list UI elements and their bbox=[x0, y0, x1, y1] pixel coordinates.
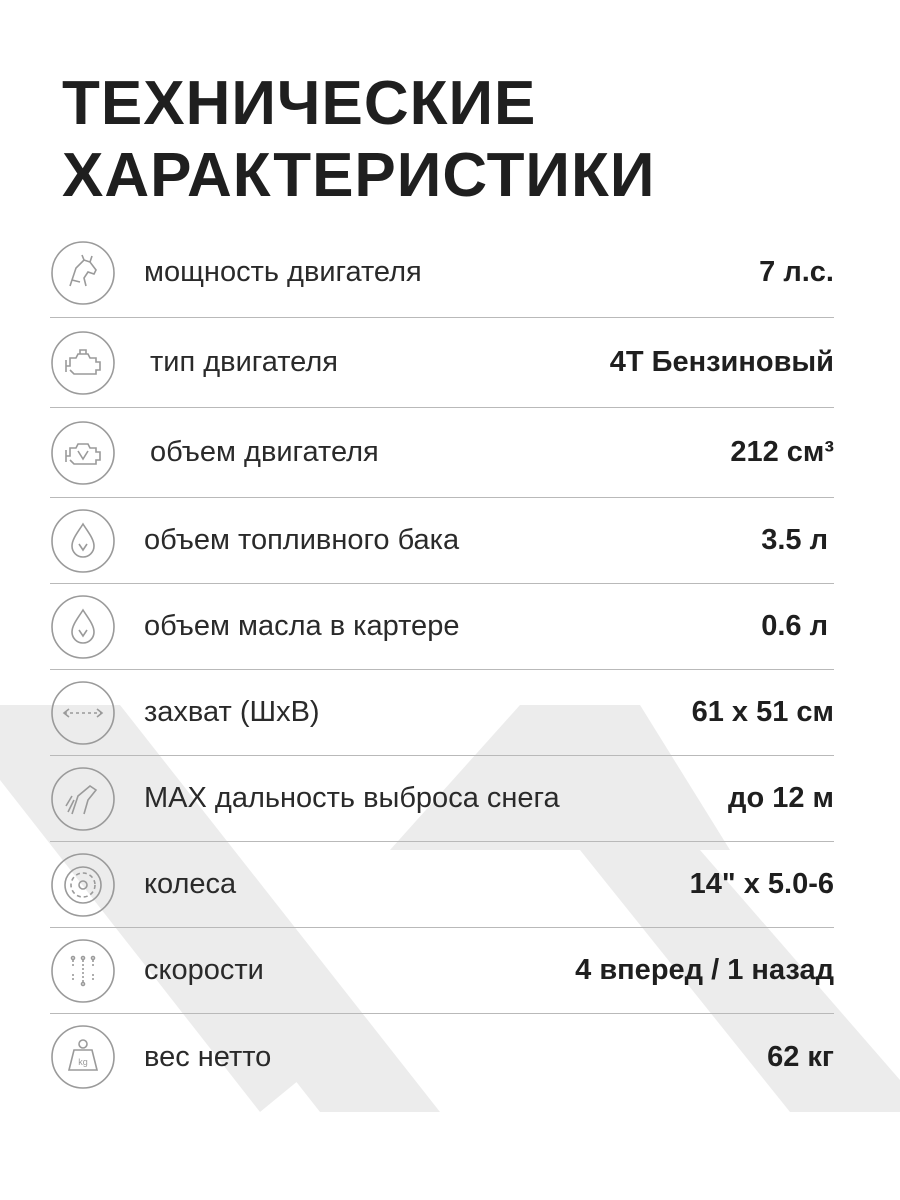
spec-value: 4T Бензиновый bbox=[609, 346, 834, 378]
title-line-1: ТЕХНИЧЕСКИЕ bbox=[62, 69, 537, 138]
spec-row-engine-volume bbox=[50, 408, 834, 498]
spec-label: вес нетто bbox=[144, 1040, 272, 1073]
spec-value: 7 л.с. bbox=[759, 256, 834, 288]
specs-list bbox=[50, 228, 834, 1100]
horse-icon bbox=[50, 240, 116, 306]
spec-label: захват (ШхВ) bbox=[144, 696, 320, 728]
spec-value: 0.6 л bbox=[761, 610, 828, 642]
spec-label: объем двигателя bbox=[150, 436, 379, 468]
spec-value: 61 х 51 см bbox=[691, 696, 834, 728]
title-line-2: ХАРАКТЕРИСТИКИ bbox=[62, 141, 656, 210]
weight-icon bbox=[50, 1024, 116, 1090]
spec-row-power bbox=[50, 228, 834, 318]
fuel-drop-icon bbox=[50, 508, 116, 574]
weight-icon-text: kg bbox=[78, 1057, 88, 1067]
spec-value: 14" х 5.0-6 bbox=[689, 868, 834, 900]
spec-row-weight bbox=[50, 1014, 834, 1100]
spec-value: 212 см³ bbox=[730, 436, 834, 468]
spec-row-oil bbox=[50, 584, 834, 670]
oil-drop-icon bbox=[50, 594, 116, 660]
spec-value: 4 вперед / 1 назад bbox=[575, 954, 834, 986]
spec-value: 62 кг bbox=[767, 1040, 834, 1073]
spec-row-throw-distance bbox=[50, 756, 834, 842]
wheel-icon bbox=[50, 852, 116, 918]
width-arrows-icon bbox=[50, 680, 116, 746]
spec-row-engine-type bbox=[50, 318, 834, 408]
spec-value: до 12 м bbox=[728, 782, 834, 814]
spec-row-width bbox=[50, 670, 834, 756]
spec-label: колеса bbox=[144, 868, 237, 900]
spec-value: 3.5 л bbox=[761, 524, 828, 556]
engine-icon bbox=[50, 330, 116, 396]
page-title bbox=[62, 68, 655, 212]
spec-row-fuel-tank bbox=[50, 498, 834, 584]
spec-label: MAX дальность выброса снега bbox=[144, 782, 560, 814]
spec-label: скорости bbox=[144, 954, 264, 986]
spec-row-speeds bbox=[50, 928, 834, 1014]
spec-row-wheels bbox=[50, 842, 834, 928]
engine-volume-icon bbox=[50, 420, 116, 486]
gearbox-icon bbox=[50, 938, 116, 1004]
spec-label: мощность двигателя bbox=[144, 256, 422, 288]
spec-label: объем топливного бака bbox=[144, 524, 460, 556]
spec-label: тип двигателя bbox=[150, 346, 338, 378]
snow-chute-icon bbox=[50, 766, 116, 832]
spec-label: объем масла в картере bbox=[144, 610, 460, 642]
